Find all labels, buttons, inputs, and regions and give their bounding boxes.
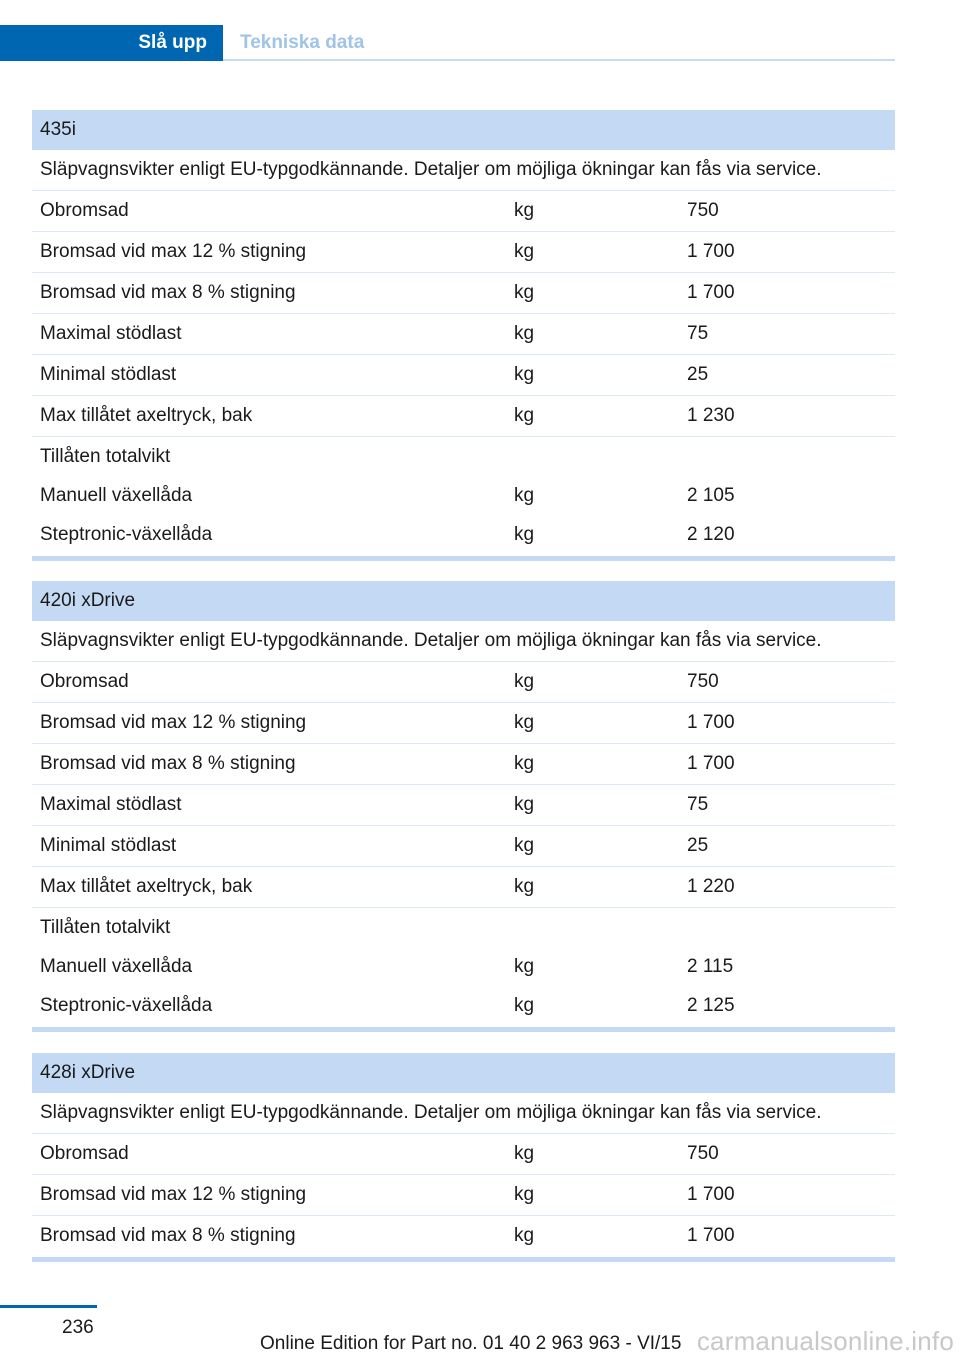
header-rule (223, 59, 895, 61)
table-row: Maximal stödlast kg 75 (32, 785, 895, 826)
watermark: carmanualsonline.info (696, 1326, 954, 1356)
table-end-bar (32, 1027, 895, 1032)
group-title: Tillåten totalvikt (40, 917, 171, 938)
edition-info: Online Edition for Part no. 01 40 2 963 963 - VI/15 (260, 1333, 682, 1354)
table-row: Obromsad kg 750 (32, 662, 895, 703)
table-header (32, 581, 895, 621)
table-row: Bromsad vid max 8 % stigning kg 1 700 (32, 273, 895, 314)
table-note: Släpvagnsvikter enligt EU-typgodkännande. Detaljer om möjliga ökningar kan fås via service. (32, 621, 895, 662)
spec-table-435i (32, 110, 895, 561)
model-name: 420i xDrive (40, 590, 136, 611)
table-row: Bromsad vid max 12 % stigning kg 1 700 (32, 232, 895, 273)
table-end-bar (32, 1257, 895, 1262)
table-row: Steptronic-växellåda kg 2 125 (40, 995, 735, 1016)
page-number: 236 (62, 1317, 94, 1338)
footer-rule (0, 1305, 97, 1308)
table-note: Släpvagnsvikter enligt EU-typgodkännande. Detaljer om möjliga ökningar kan fås via service. (32, 1093, 895, 1134)
table-row: Minimal stödlast kg 25 (32, 355, 895, 396)
table-row: Max tillåtet axeltryck, bak kg 1 220 (32, 867, 895, 908)
table-row: Max tillåtet axeltryck, bak kg 1 230 (32, 396, 895, 437)
table-row: Minimal stödlast kg 25 (32, 826, 895, 867)
table-end-bar (32, 556, 895, 561)
spec-table-428i-xdrive (32, 1053, 895, 1262)
table-row: Bromsad vid max 8 % stigning kg 1 700 (32, 744, 895, 785)
table-row: Manuell växellåda kg 2 115 (40, 956, 734, 977)
tab-sla-upp[interactable]: Slå upp (0, 25, 223, 61)
table-row: Obromsad kg 750 (32, 1134, 895, 1175)
model-name: 428i xDrive (40, 1062, 136, 1083)
table-row: Bromsad vid max 12 % stigning kg 1 700 (32, 1175, 895, 1216)
table-row: Obromsad kg 750 (32, 191, 895, 232)
spec-table-420i-xdrive (32, 581, 895, 1032)
table-row: Maximal stödlast kg 75 (32, 314, 895, 355)
table-row: Bromsad vid max 8 % stigning kg 1 700 (40, 1225, 735, 1246)
table-row: Steptronic-växellåda kg 2 120 (40, 524, 735, 545)
table-header (32, 1053, 895, 1093)
top-navigation (0, 25, 895, 61)
table-header (32, 110, 895, 150)
tab-tekniska-data[interactable]: Tekniska data (240, 32, 365, 53)
model-name: 435i (40, 119, 76, 140)
table-row: Manuell växellåda kg 2 105 (40, 485, 735, 506)
table-note: Släpvagnsvikter enligt EU-typgodkännande. Detaljer om möjliga ökningar kan fås via service. (32, 150, 895, 191)
group-title: Tillåten totalvikt (40, 446, 171, 467)
table-row: Bromsad vid max 12 % stigning kg 1 700 (32, 703, 895, 744)
